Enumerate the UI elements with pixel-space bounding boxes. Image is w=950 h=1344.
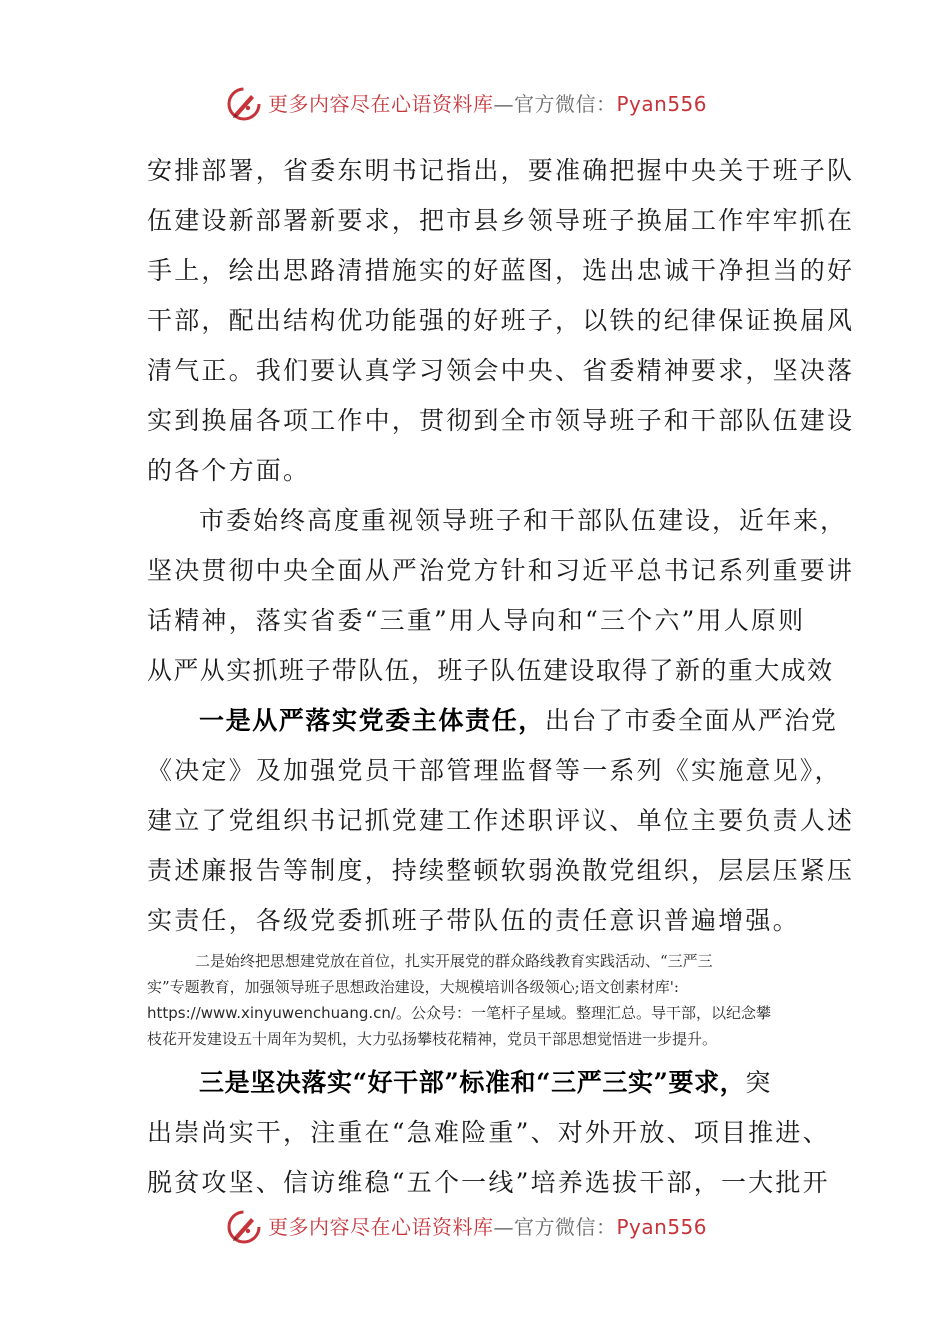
banner-text <box>268 1215 707 1239</box>
text-line: 干部，配出结构优功能强的好班子，以铁的纪律保证换届风 <box>147 306 855 335</box>
paragraph-2 <box>147 496 855 696</box>
footer-watermark-banner <box>0 1207 950 1247</box>
pen-logo-icon <box>226 1209 262 1245</box>
bold-lead-text: 一是从严落实党委主体责任， <box>199 706 545 735</box>
text-line: 建立了党组织书记抓党建工作述职评议、单位主要负责人述 <box>147 806 855 835</box>
banner-text <box>268 92 707 116</box>
lead-rest-text: 出台了市委全面从严治党 <box>544 706 838 735</box>
banner-wechat-label: 官方微信： <box>514 1215 617 1239</box>
text-line <box>147 696 838 746</box>
text-line <box>147 1058 817 1108</box>
text-line: 实责任，各级党委抓班子带队伍的责任意识普遍增强。 <box>147 906 800 935</box>
text-line: 的各个方面。 <box>147 456 311 485</box>
text-line: 责述廉报告等制度，持续整顿软弱涣散党组织，层层压紧压 <box>147 856 855 885</box>
text-line: 《决定》及加强党员干部管理监督等一系列《实施意见》， <box>147 756 842 785</box>
inserted-small-paragraph <box>147 948 817 1052</box>
banner-wechat-id: Pyan556 <box>616 92 708 116</box>
text-line: 实到换届各项工作中，贯彻到全市领导班子和干部队伍建设 <box>147 406 855 435</box>
text-line: 脱贫攻坚、信访维稳“五个一线”培养选拔干部，一大批开 <box>147 1168 830 1197</box>
text-line: 手上，绘出思路清措施实的好蓝图，选出忠诚干净担当的好 <box>147 256 855 285</box>
small-text-line: 二是始终把思想建党放在首位，扎实开展党的群众路线教育实践活动、“三严三 <box>195 952 713 970</box>
text-line: 坚决贯彻中央全面从严治党方针和习近平总书记系列重要讲 <box>147 556 855 585</box>
small-text-rest: 。公众号：一笔杆子星域。整理汇总。导干部，以纪念攀 <box>395 1004 771 1022</box>
document-body <box>147 146 855 1208</box>
text-line: 市委始终高度重视领导班子和干部队伍建设，近年来， <box>199 506 848 535</box>
small-text-line: 枝花开发建设五十周年为契机，大力弘扬攀枝花精神，党员干部思想觉悟进一步提升。 <box>147 1030 718 1048</box>
text-line: 话精神，落实省委“三重”用人导向和“三个六”用人原则 <box>147 606 806 635</box>
banner-site-text: 更多内容尽在心语资料库 <box>268 1215 494 1239</box>
banner-separator: — <box>493 92 514 116</box>
text-line: 安排部署，省委东明书记指出，要准确把握中央关于班子队 <box>147 156 855 185</box>
text-line: 清气正。我们要认真学习领会中央、省委精神要求，坚决落 <box>147 356 855 385</box>
header-watermark-banner <box>0 84 950 124</box>
paragraph-1 <box>147 146 855 496</box>
banner-separator: — <box>493 1215 514 1239</box>
paragraph-4 <box>147 1058 830 1208</box>
small-text-line: 实”专题教育，加强领导班子思想政治建设，大规模培训各级领心;语文创素材库': <box>147 978 679 996</box>
text-line: 伍建设新部署新要求，把市县乡领导班子换届工作牢牢抓在 <box>147 206 855 235</box>
pen-logo-icon <box>226 86 262 122</box>
small-text-line <box>147 1000 817 1026</box>
banner-site-text: 更多内容尽在心语资料库 <box>268 92 494 116</box>
banner-wechat-id: Pyan556 <box>616 1215 708 1239</box>
bold-lead-text: 三是坚决落实“好干部”标准和“三严三实”要求， <box>199 1068 746 1097</box>
paragraph-3 <box>147 696 855 946</box>
text-line: 从严从实抓班子带队伍，班子队伍建设取得了新的重大成效 <box>147 656 834 685</box>
text-line: 出崇尚实干，注重在“急难险重”、对外开放、项目推进、 <box>147 1118 830 1147</box>
lead-rest-text: 突 <box>745 1068 771 1097</box>
source-url-text: https://www.xinyuwenchuang.cn/ <box>147 1004 396 1022</box>
banner-wechat-label: 官方微信： <box>514 92 617 116</box>
